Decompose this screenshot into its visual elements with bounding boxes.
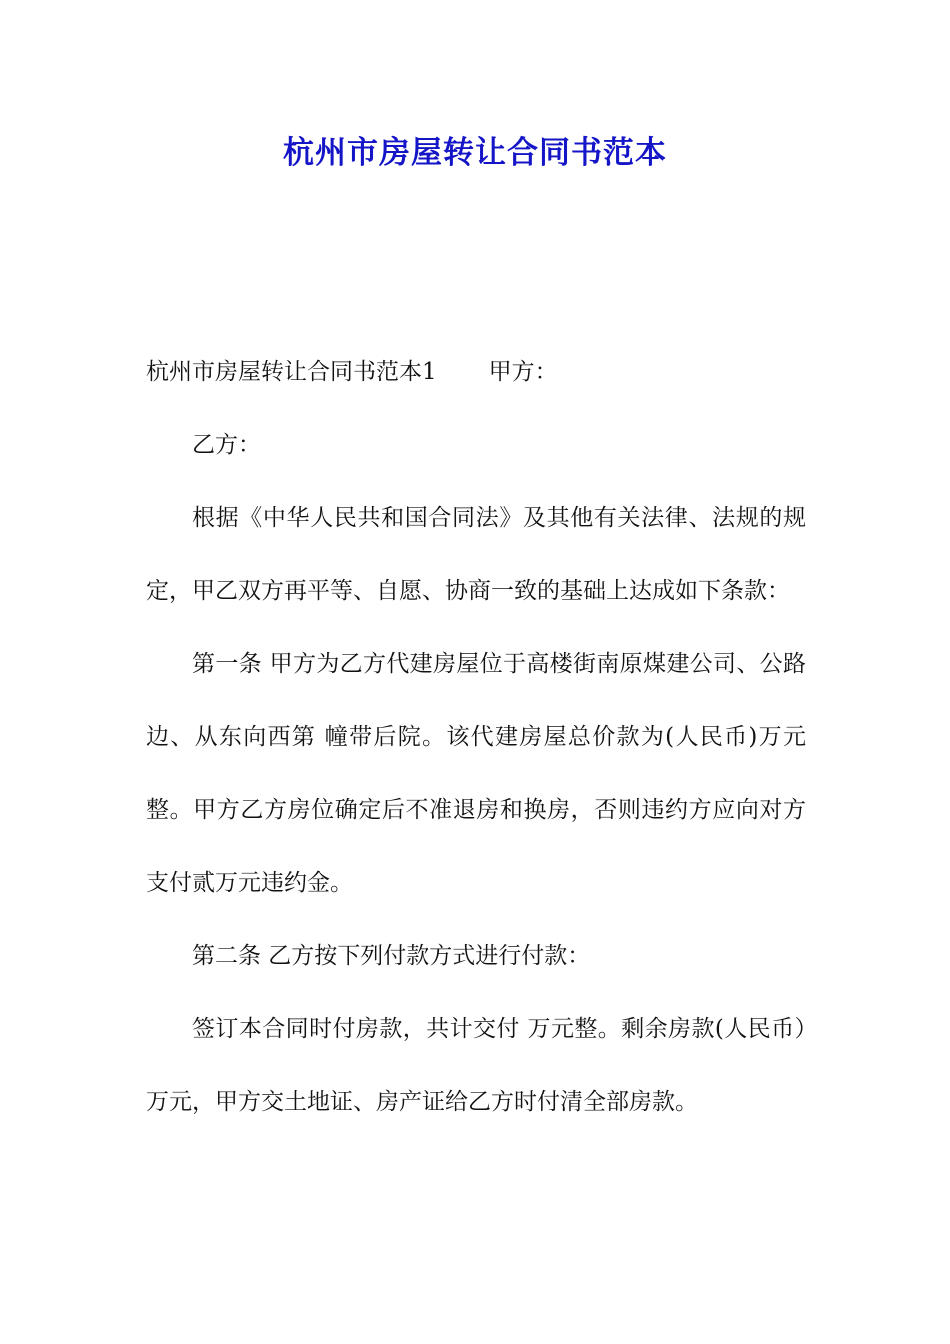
section-label: 杭州市房屋转让合同书范本1 xyxy=(146,359,437,385)
document-title: 杭州市房屋转让合同书范本 xyxy=(283,135,667,171)
paragraph-article-1: 第一条 甲方为乙方代建房屋位于高楼街南原煤建公司、公路边、从东向西第 幢带后院。该代建房屋总价款为(人民币)万元整。甲方乙方房位确定后不准退房和换房，否则违约方应向对方支付贰万元违约金。 xyxy=(146,651,806,896)
paragraph-preamble: 根据《中华人民共和国合同法》及其他有关法律、法规的规定，甲乙双方再平等、自愿、协商一致的基础上达成如下条款： xyxy=(146,505,806,604)
paragraph-article-2: 第二条 乙方按下列付款方式进行付款： xyxy=(192,943,591,969)
heading-line xyxy=(146,336,806,409)
party-a-label: 甲方： xyxy=(488,359,558,385)
party-b-label: 乙方： xyxy=(192,432,261,458)
paragraph-payment-terms: 签订本合同时付房款，共计交付 万元整。剩余房款(人民币）万元，甲方交土地证、房产证给乙方时付清全部房款。 xyxy=(146,1016,806,1115)
document-body xyxy=(146,336,806,1139)
